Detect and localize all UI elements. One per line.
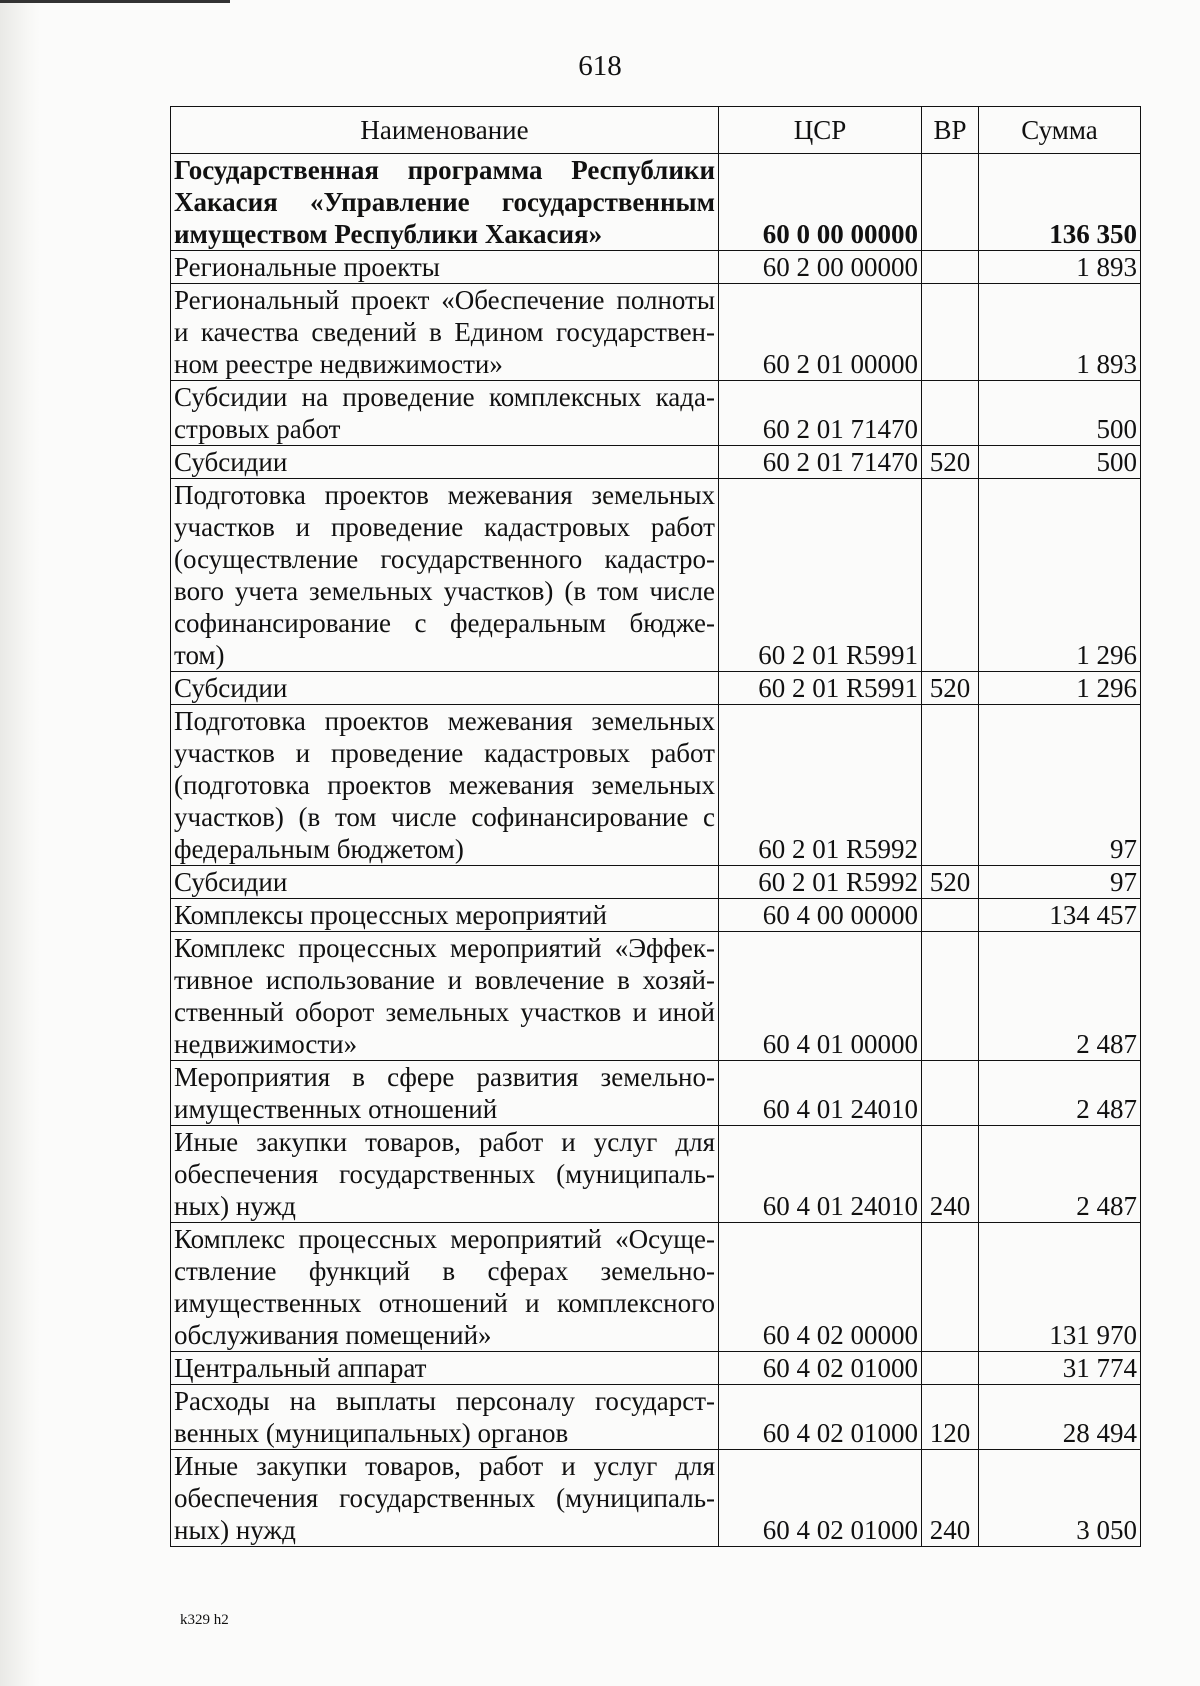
table-row (171, 1223, 1141, 1352)
table-row (171, 284, 1141, 381)
cell-name: Мероприятия в сфере развития земельно-имущественных отношений (171, 1061, 719, 1126)
cell-sum: 97 (979, 866, 1141, 899)
scan-shadow (0, 0, 40, 1686)
cell-name: Иные закупки товаров, работ и услуг для обеспечения государственных (муниципаль-ных) нужд (171, 1450, 719, 1547)
cell-csr: 60 2 01 00000 (719, 284, 922, 381)
cell-csr: 60 4 02 00000 (719, 1223, 922, 1352)
cell-name: Комплексы процессных мероприятий (171, 899, 719, 932)
cell-name: Региональные проекты (171, 251, 719, 284)
cell-sum: 3 050 (979, 1450, 1141, 1547)
cell-csr: 60 4 02 01000 (719, 1450, 922, 1547)
cell-sum: 2 487 (979, 1061, 1141, 1126)
cell-vr: 520 (922, 866, 979, 899)
cell-vr (922, 381, 979, 446)
table-row (171, 381, 1141, 446)
cell-vr: 120 (922, 1385, 979, 1450)
cell-sum: 31 774 (979, 1352, 1141, 1385)
cell-name: Субсидии на проведение комплексных када-стровых работ (171, 381, 719, 446)
cell-vr (922, 932, 979, 1061)
cell-sum: 1 893 (979, 251, 1141, 284)
cell-csr: 60 2 01 R5991 (719, 672, 922, 705)
cell-vr: 240 (922, 1450, 979, 1547)
scan-top-line (0, 0, 230, 3)
cell-sum: 131 970 (979, 1223, 1141, 1352)
cell-vr (922, 251, 979, 284)
cell-name: Центральный аппарат (171, 1352, 719, 1385)
cell-csr: 60 4 02 01000 (719, 1385, 922, 1450)
cell-csr: 60 0 00 00000 (719, 154, 922, 251)
cell-vr (922, 1061, 979, 1126)
cell-name: Субсидии (171, 446, 719, 479)
cell-name: Комплекс процессных мероприятий «Эффек-тивное использование и вовлечение в хозяй-ственный оборот земельных участков и иной недвижимости» (171, 932, 719, 1061)
header-csr: ЦСР (719, 107, 922, 154)
cell-sum: 1 296 (979, 479, 1141, 672)
cell-csr: 60 4 01 24010 (719, 1061, 922, 1126)
cell-sum: 97 (979, 705, 1141, 866)
header-sum: Сумма (979, 107, 1141, 154)
cell-name: Региональный проект «Обеспечение полноты и качества сведений в Едином государствен-ном реестре недвижимости» (171, 284, 719, 381)
cell-csr: 60 2 01 71470 (719, 381, 922, 446)
table-row (171, 672, 1141, 705)
table-header-row (171, 107, 1141, 154)
cell-csr: 60 2 01 71470 (719, 446, 922, 479)
table-row (171, 446, 1141, 479)
cell-csr: 60 2 00 00000 (719, 251, 922, 284)
table-row (171, 251, 1141, 284)
cell-vr (922, 899, 979, 932)
cell-csr: 60 4 00 00000 (719, 899, 922, 932)
cell-sum: 1 296 (979, 672, 1141, 705)
cell-sum: 28 494 (979, 1385, 1141, 1450)
cell-csr: 60 2 01 R5992 (719, 705, 922, 866)
cell-name: Подготовка проектов межевания земельных участков и проведение кадастровых работ (осуществление государственного кадастро-вого учета земельных участков) (в том числе софинансирование с федеральным бюдже-том) (171, 479, 719, 672)
table-row (171, 1385, 1141, 1450)
cell-vr (922, 479, 979, 672)
cell-vr (922, 154, 979, 251)
cell-csr: 60 4 02 01000 (719, 1352, 922, 1385)
cell-name: Расходы на выплаты персоналу государст-венных (муниципальных) органов (171, 1385, 719, 1450)
table-row (171, 1126, 1141, 1223)
cell-name: Комплекс процессных мероприятий «Осуще-ствление функций в сферах земельно-имущественных отношений и комплексного обслуживания помещений» (171, 1223, 719, 1352)
cell-sum: 136 350 (979, 154, 1141, 251)
cell-sum: 134 457 (979, 899, 1141, 932)
cell-vr (922, 705, 979, 866)
table-row (171, 705, 1141, 866)
cell-sum: 2 487 (979, 932, 1141, 1061)
table-row (171, 1352, 1141, 1385)
footer-code: k329 h2 (180, 1612, 229, 1628)
cell-csr: 60 4 01 24010 (719, 1126, 922, 1223)
cell-sum: 500 (979, 446, 1141, 479)
cell-sum: 2 487 (979, 1126, 1141, 1223)
page-number: 618 (578, 50, 622, 82)
budget-table (170, 106, 1141, 1547)
cell-sum: 500 (979, 381, 1141, 446)
cell-name: Субсидии (171, 866, 719, 899)
header-vr: ВР (922, 107, 979, 154)
cell-name: Иные закупки товаров, работ и услуг для обеспечения государственных (муниципаль-ных) нужд (171, 1126, 719, 1223)
table-body (171, 154, 1141, 1547)
cell-vr: 520 (922, 672, 979, 705)
table-row (171, 479, 1141, 672)
cell-name: Подготовка проектов межевания земельных участков и проведение кадастровых работ (подготовка проектов межевания земельных участков) (в том числе софинансирование с федеральным бюджетом) (171, 705, 719, 866)
table-row (171, 899, 1141, 932)
table-row (171, 1450, 1141, 1547)
cell-sum: 1 893 (979, 284, 1141, 381)
table-row (171, 1061, 1141, 1126)
cell-vr: 520 (922, 446, 979, 479)
cell-name: Государственная программа Республики Хакасия «Управление государственным имуществом Республики Хакасия» (171, 154, 719, 251)
cell-name: Субсидии (171, 672, 719, 705)
header-name: Наименование (171, 107, 719, 154)
table-row (171, 932, 1141, 1061)
cell-vr (922, 1223, 979, 1352)
table-row (171, 154, 1141, 251)
table-row (171, 866, 1141, 899)
cell-vr (922, 1352, 979, 1385)
cell-csr: 60 2 01 R5991 (719, 479, 922, 672)
cell-vr (922, 284, 979, 381)
cell-vr: 240 (922, 1126, 979, 1223)
cell-csr: 60 4 01 00000 (719, 932, 922, 1061)
cell-csr: 60 2 01 R5992 (719, 866, 922, 899)
